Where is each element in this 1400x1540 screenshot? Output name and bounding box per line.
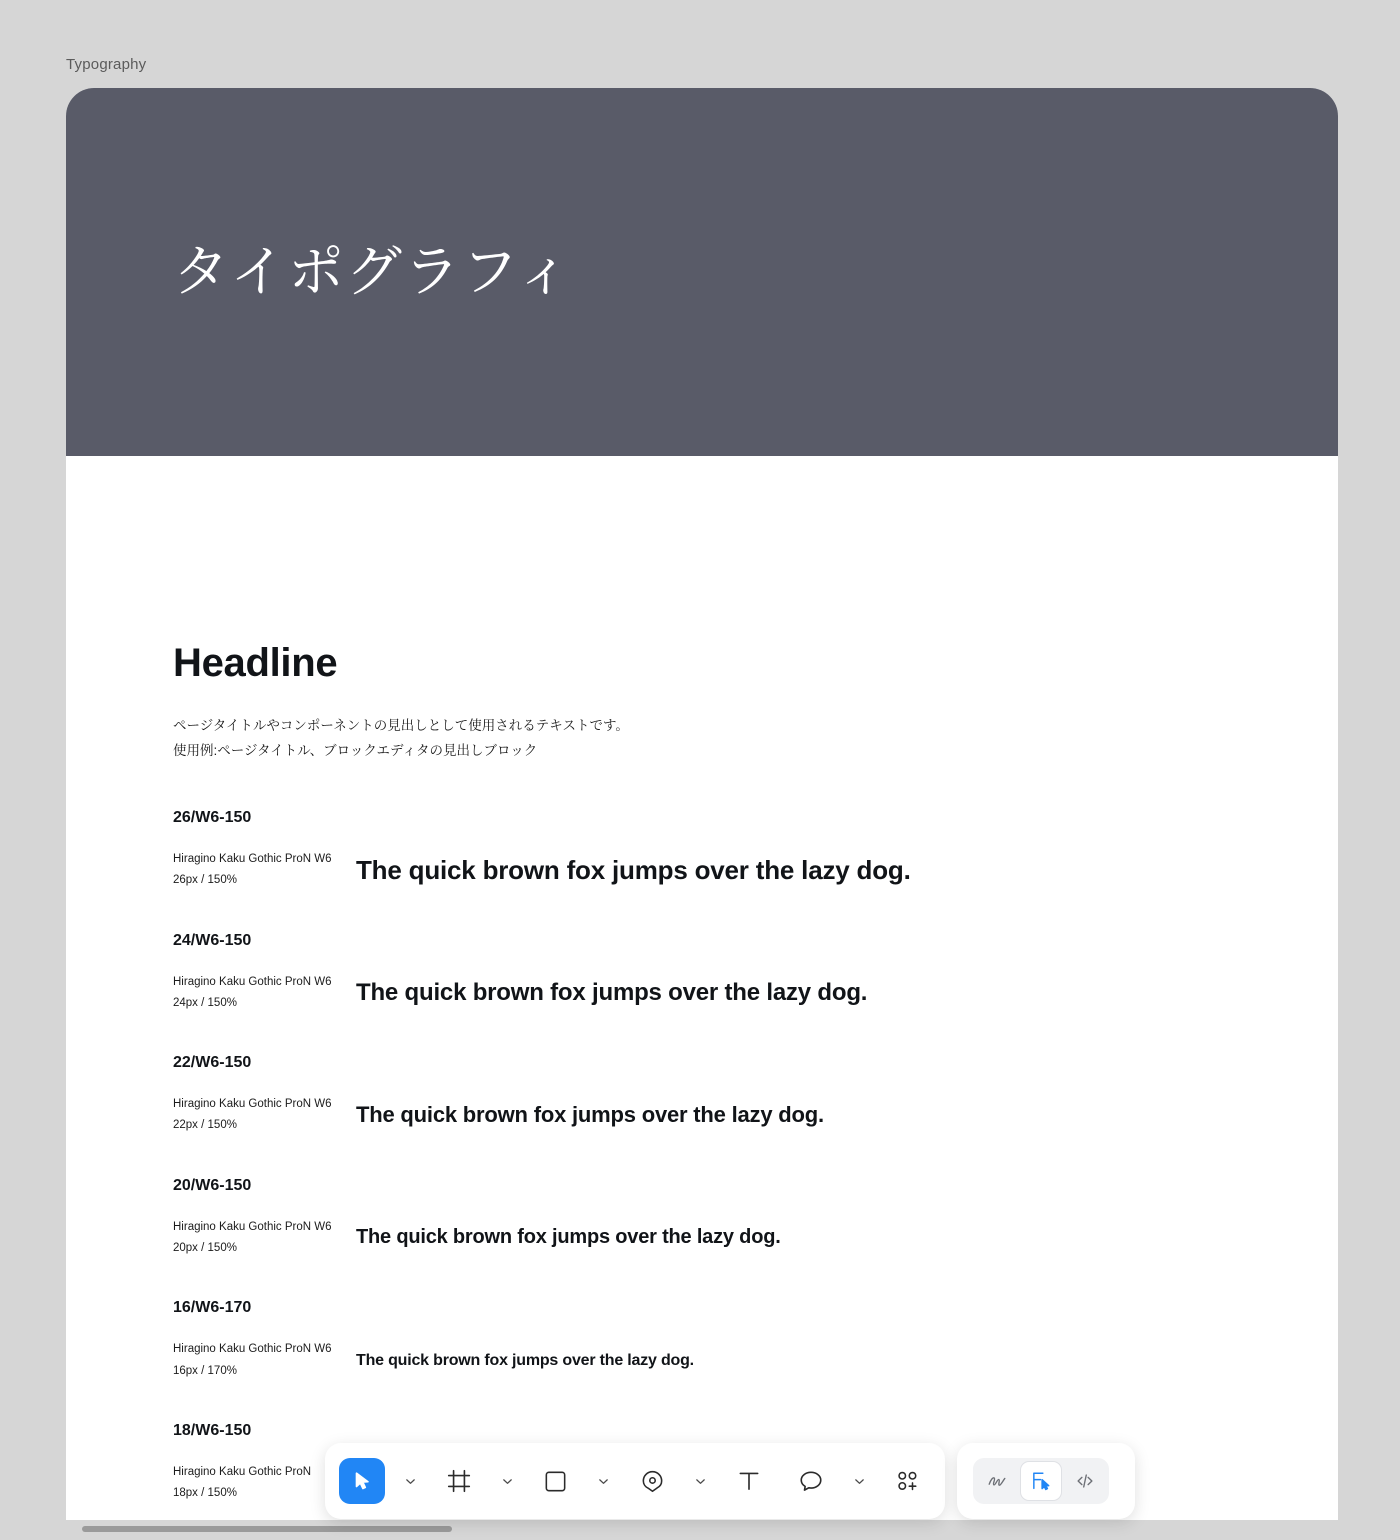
comment-tool-button[interactable] xyxy=(788,1458,834,1504)
spec-row xyxy=(173,1217,1338,1260)
spec-block xyxy=(173,1177,1338,1260)
spec-block xyxy=(173,932,1338,1015)
typography-content xyxy=(66,456,1338,1504)
square-icon xyxy=(543,1469,568,1494)
spec-meta xyxy=(173,1339,356,1382)
spec-name: 26/W6-150 xyxy=(173,809,252,827)
spec-row xyxy=(173,1094,1338,1137)
spec-name: 16/W6-170 xyxy=(173,1299,252,1317)
spec-font: Hiragino Kaku Gothic ProN W6 xyxy=(173,975,332,988)
components-tool-button[interactable] xyxy=(885,1458,931,1504)
frame-tool-button[interactable] xyxy=(436,1458,482,1504)
spec-meta xyxy=(173,849,356,892)
spec-block xyxy=(173,1299,1338,1382)
spec-meta xyxy=(173,1094,356,1137)
code-icon xyxy=(1074,1470,1096,1492)
spec-row xyxy=(173,1339,1338,1382)
description-line-1: ページタイトルやコンポーネントの見出しとして使用されるテキストです。 xyxy=(173,718,629,733)
spec-sample: The quick brown fox jumps over the lazy dog. xyxy=(356,1351,694,1369)
spec-metrics: 26px / 150% xyxy=(173,874,237,887)
design-frame xyxy=(66,88,1338,1520)
move-tool-chevron-down-icon[interactable] xyxy=(401,1476,419,1487)
horizontal-scrollbar[interactable] xyxy=(82,1526,452,1532)
spec-metrics: 20px / 150% xyxy=(173,1241,237,1254)
spec-font: Hiragino Kaku Gothic ProN W6 xyxy=(173,1343,332,1356)
spec-metrics: 22px / 150% xyxy=(173,1119,237,1132)
spec-font: Hiragino Kaku Gothic ProN W6 xyxy=(173,853,332,866)
hero-title: タイポグラフィ xyxy=(173,240,574,304)
spec-sample: The quick brown fox jumps over the lazy dog. xyxy=(356,1226,781,1249)
spec-name: 22/W6-150 xyxy=(173,1054,252,1072)
spec-font: Hiragino Kaku Gothic ProN W6 xyxy=(173,1220,332,1233)
spec-meta xyxy=(173,1217,356,1260)
inspect-icon xyxy=(1030,1470,1052,1492)
dev-inspect-mode-button[interactable] xyxy=(1020,1461,1062,1501)
comment-tool-chevron-down-icon[interactable] xyxy=(851,1476,869,1487)
hero-banner xyxy=(66,88,1338,456)
toolbar-main-group xyxy=(325,1443,945,1519)
spec-block xyxy=(173,1054,1338,1137)
spec-row xyxy=(173,849,1338,892)
shape-tool-button[interactable] xyxy=(532,1458,578,1504)
spec-row xyxy=(173,972,1338,1015)
spec-name: 24/W6-150 xyxy=(173,931,252,949)
spec-font: Hiragino Kaku Gothic ProN W6 xyxy=(173,1098,332,1111)
page-title: Typography xyxy=(66,56,147,73)
components-add-icon xyxy=(895,1469,920,1494)
scribble-icon xyxy=(986,1470,1008,1492)
pen-tool-chevron-down-icon[interactable] xyxy=(692,1476,710,1487)
spec-name: 20/W6-150 xyxy=(173,1176,252,1194)
frame-tool-chevron-down-icon[interactable] xyxy=(498,1476,516,1487)
pen-tool-button[interactable] xyxy=(629,1458,675,1504)
section-description xyxy=(173,714,1338,763)
spec-sample: The quick brown fox jumps over the lazy dog. xyxy=(356,854,911,885)
toolbar-mode-group xyxy=(957,1443,1135,1519)
spec-sample: The quick brown fox jumps over the lazy dog. xyxy=(356,1102,824,1128)
scribble-mode-button[interactable] xyxy=(976,1461,1018,1501)
section-headline: Headline xyxy=(173,641,338,685)
comment-icon xyxy=(798,1468,824,1494)
move-tool-button[interactable] xyxy=(339,1458,385,1504)
spec-metrics: 16px / 170% xyxy=(173,1364,237,1377)
frame-icon xyxy=(446,1468,472,1494)
shape-tool-chevron-down-icon[interactable] xyxy=(595,1476,613,1487)
code-mode-button[interactable] xyxy=(1064,1461,1106,1501)
text-icon xyxy=(736,1468,762,1494)
toolbar-mode-switch xyxy=(973,1458,1109,1504)
spec-meta xyxy=(173,972,356,1015)
description-line-2: 使用例:ページタイトル、ブロックエディタの見出しブロック xyxy=(173,742,538,758)
cursor-icon xyxy=(351,1470,373,1492)
floating-toolbar xyxy=(325,1443,1135,1519)
spec-metrics: 18px / 150% xyxy=(173,1487,237,1500)
spec-metrics: 24px / 150% xyxy=(173,996,237,1009)
pen-icon xyxy=(640,1469,665,1494)
spec-name: 18/W6-150 xyxy=(173,1421,252,1439)
spec-font: Hiragino Kaku Gothic ProN xyxy=(173,1465,312,1478)
text-tool-button[interactable] xyxy=(726,1458,772,1504)
spec-sample: The quick brown fox jumps over the lazy dog. xyxy=(356,978,868,1006)
spec-block xyxy=(173,809,1338,892)
